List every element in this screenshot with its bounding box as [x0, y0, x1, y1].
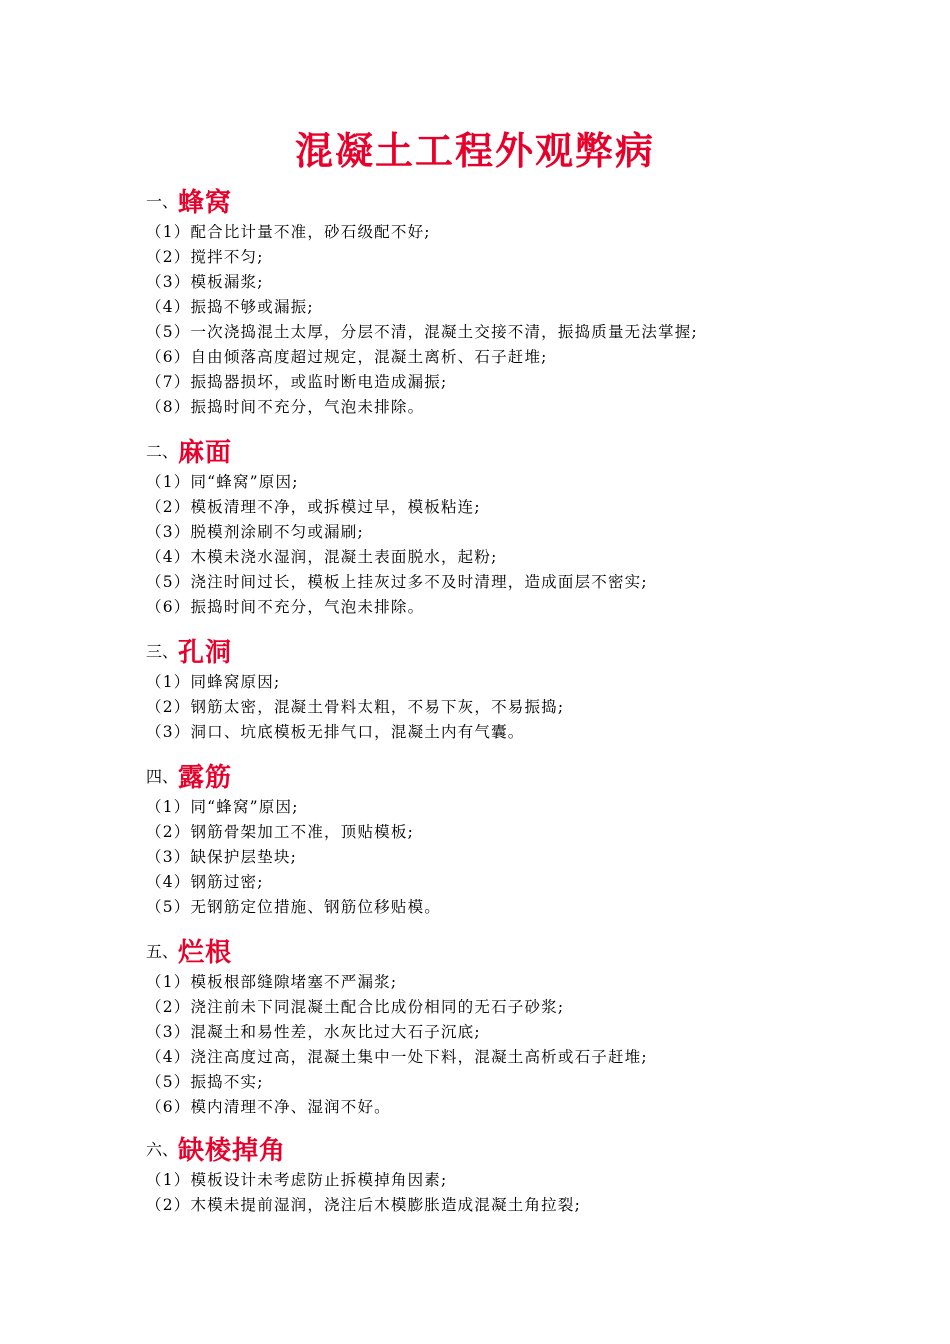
- section-title: 露筋: [178, 762, 233, 793]
- list-item: （4）浇注高度过高，混凝土集中一处下料，混凝土高析或石子赶堆;: [146, 1048, 648, 1066]
- section-rotten-root: [146, 930, 906, 1120]
- list-item: （6）自由倾落高度超过规定，混凝土离析、石子赶堆;: [146, 348, 548, 366]
- list-item: （2）木模未提前湿润，浇注后木模膨胀造成混凝土角拉裂;: [146, 1196, 581, 1214]
- section-title: 麻面: [178, 437, 233, 468]
- list-item: （2）钢筋太密，混凝土骨料太粗，不易下灰，不易振捣;: [146, 698, 565, 716]
- section-heading: [146, 180, 906, 220]
- section-number: 二、: [146, 441, 179, 461]
- list-item: （6）振捣时间不充分，气泡未排除。: [146, 598, 425, 616]
- section-exposed-rebar: [146, 755, 906, 920]
- section-honeycomb: [146, 180, 906, 420]
- section-number: 四、: [146, 766, 179, 786]
- list-item: （2）钢筋骨架加工不准，顶贴模板;: [146, 823, 414, 841]
- section-pitted-surface: [146, 430, 906, 620]
- list-item: （1）配合比计量不准，砂石级配不好;: [146, 223, 431, 241]
- list-item: （3）脱模剂涂刷不匀或漏刷;: [146, 523, 364, 541]
- cause-list: [146, 970, 906, 1120]
- list-item: （2）浇注前未下同混凝土配合比成份相同的无石子砂浆;: [146, 998, 565, 1016]
- document-title: 混凝土工程外观弊病: [294, 128, 655, 173]
- list-item: （3）模板漏浆;: [146, 273, 264, 291]
- section-number: 三、: [146, 641, 179, 661]
- list-item: （5）浇注时间过长，模板上挂灰过多不及时清理，造成面层不密实;: [146, 573, 648, 591]
- list-item: （1）模板设计未考虑防止拆模掉角因素;: [146, 1171, 448, 1189]
- list-item: （5）无钢筋定位措施、钢筋位移贴模。: [146, 898, 441, 916]
- list-item: （1）同“蜂窝”原因;: [146, 473, 299, 491]
- cause-list: [146, 470, 906, 620]
- section-heading: [146, 755, 906, 795]
- section-number: 五、: [146, 941, 179, 961]
- section-number: 一、: [146, 191, 179, 211]
- list-item: （2）搅拌不匀;: [146, 248, 264, 266]
- list-item: （5）振捣不实;: [146, 1073, 264, 1091]
- list-item: （7）振捣器损坏，或监时断电造成漏振;: [146, 373, 448, 391]
- section-voids: [146, 630, 906, 745]
- list-item: （6）模内清理不净、湿润不好。: [146, 1098, 391, 1116]
- cause-list: [146, 1168, 906, 1218]
- cause-list: [146, 670, 906, 745]
- cause-list: [146, 795, 906, 920]
- section-heading: [146, 430, 906, 470]
- section-title: 缺棱掉角: [178, 1135, 287, 1166]
- section-heading: [146, 630, 906, 670]
- section-number: 六、: [146, 1139, 179, 1159]
- list-item: （1）同“蜂窝”原因;: [146, 798, 299, 816]
- section-title: 孔洞: [178, 637, 233, 668]
- list-item: （3）缺保护层垫块;: [146, 848, 298, 866]
- list-item: （8）振捣时间不充分，气泡未排除。: [146, 398, 425, 416]
- list-item: （5）一次浇捣混土太厚，分层不清，混凝土交接不清，振捣质量无法掌握;: [146, 323, 698, 341]
- list-item: （3）混凝土和易性差，水灰比过大石子沉底;: [146, 1023, 481, 1041]
- list-item: （2）模板清理不净，或拆模过早，模板粘连;: [146, 498, 481, 516]
- list-item: （3）洞口、坑底模板无排气口，混凝土内有气囊。: [146, 723, 525, 741]
- list-item: （4）木模未浇水湿润，混凝土表面脱水，起粉;: [146, 548, 498, 566]
- list-item: （4）振捣不够或漏振;: [146, 298, 314, 316]
- list-item: （4）钢筋过密;: [146, 873, 264, 891]
- section-heading: [146, 930, 906, 970]
- cause-list: [146, 220, 906, 420]
- section-broken-corners: [146, 1128, 906, 1218]
- section-heading: [146, 1128, 906, 1168]
- section-title: 烂根: [178, 937, 233, 968]
- list-item: （1）模板根部缝隙堵塞不严漏浆;: [146, 973, 398, 991]
- section-title: 蜂窝: [178, 187, 233, 218]
- list-item: （1）同蜂窝原因;: [146, 673, 281, 691]
